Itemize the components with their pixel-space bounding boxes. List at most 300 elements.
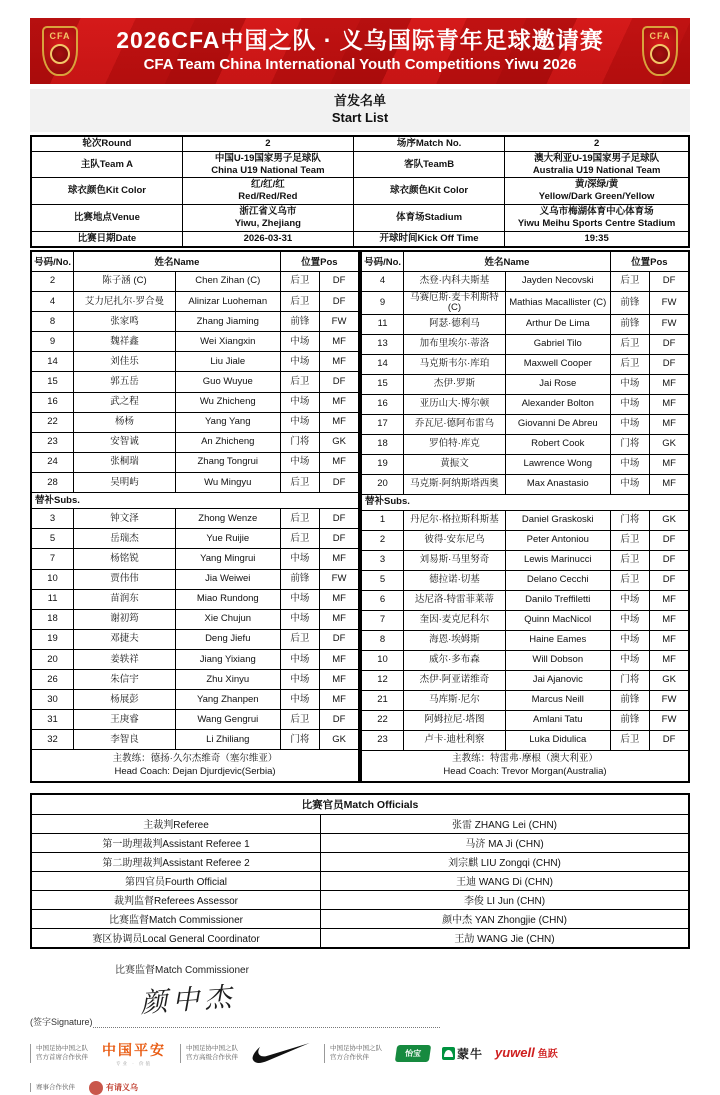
- youqing-yiwu-logo-icon: [89, 1081, 138, 1095]
- player-pos-en: GK: [650, 434, 689, 454]
- player-row: [361, 510, 689, 530]
- player-name-en: Giovanni De Abreu: [505, 414, 610, 434]
- official-row: [31, 871, 689, 890]
- player-row: [361, 730, 689, 750]
- player-name-en: Lawrence Wong: [505, 454, 610, 474]
- mengniu-mark-icon: [442, 1047, 455, 1060]
- info-label: [31, 231, 182, 246]
- player-name-en: Alinizar Luoheman: [175, 292, 280, 312]
- player-pos-en: FW: [650, 291, 689, 314]
- player-name-en: Miao Rundong: [175, 589, 280, 609]
- info-text-line: 黄/深绿/黄: [574, 179, 619, 191]
- player-pos-cn: 中场: [280, 609, 319, 629]
- sponsor-logos: [89, 1081, 138, 1095]
- info-label: [353, 151, 504, 178]
- info-text-line: 19:35: [584, 232, 609, 244]
- sponsor-tier-line: 官方合作伙伴: [330, 1054, 369, 1062]
- sponsor-tier-label: [30, 1083, 75, 1092]
- player-pos-cn: 门将: [610, 670, 649, 690]
- info-text-line: 球衣颜色Kit Color: [390, 185, 469, 197]
- player-pos-cn: 后卫: [280, 529, 319, 549]
- player-name-en: Jai Rose: [505, 374, 610, 394]
- player-pos-cn: 中场: [610, 394, 649, 414]
- player-row: [31, 710, 359, 730]
- official-role: 第二助理裁判Assistant Referee 2: [31, 852, 321, 871]
- player-pos-en: MF: [320, 690, 359, 710]
- player-row: [361, 710, 689, 730]
- player-pos-cn: 中场: [280, 332, 319, 352]
- player-name-cn: 武之程: [74, 392, 176, 412]
- player-pos-cn: 后卫: [280, 292, 319, 312]
- player-pos-en: DF: [650, 730, 689, 750]
- player-pos-en: DF: [650, 570, 689, 590]
- player-name-cn: 郭五岳: [74, 372, 176, 392]
- header-no: 号码/No.: [361, 251, 404, 272]
- player-pos-en: MF: [320, 670, 359, 690]
- info-label: [353, 178, 504, 205]
- player-name-cn: 岳瑞杰: [74, 529, 176, 549]
- player-name-cn: 朱信宇: [74, 670, 176, 690]
- official-row: [31, 928, 689, 948]
- player-no: 7: [361, 610, 404, 630]
- player-pos-cn: 中场: [280, 549, 319, 569]
- info-text-line: Yellow/Dark Green/Yellow: [538, 191, 655, 203]
- player-name-cn: 张桐瑞: [74, 452, 176, 472]
- sponsor-tier-line: 中国足协中国之队: [330, 1044, 382, 1052]
- player-no: 6: [361, 590, 404, 610]
- player-pos-cn: 后卫: [610, 570, 649, 590]
- cfa-emblem-icon: [650, 44, 670, 64]
- player-pos-cn: 前锋: [280, 569, 319, 589]
- player-name-en: Danilo Treffiletti: [505, 590, 610, 610]
- player-name-cn: 杰登·内科夫斯基: [404, 271, 506, 291]
- player-no: 10: [361, 650, 404, 670]
- player-row: [361, 650, 689, 670]
- player-pos-en: MF: [320, 352, 359, 372]
- signature-handwriting: 颜中杰: [139, 981, 238, 1019]
- player-no: 13: [361, 334, 404, 354]
- player-row: [361, 414, 689, 434]
- player-name-en: Yang Mingrui: [175, 549, 280, 569]
- coach-cn: 主教练：德扬·久尔杰维奇（塞尔维亚）: [112, 752, 278, 764]
- match-officials-table: [30, 793, 690, 949]
- player-name-cn: 姜轶祥: [74, 649, 176, 669]
- player-pos-cn: 中场: [280, 670, 319, 690]
- player-name-en: Yang Yang: [175, 412, 280, 432]
- cfa-badge-text: CFA: [49, 31, 71, 41]
- header-name: 姓名Name: [404, 251, 611, 272]
- info-value: [505, 178, 689, 205]
- player-name-en: Yue Ruijie: [175, 529, 280, 549]
- player-pos-en: DF: [650, 271, 689, 291]
- header-name: 姓名Name: [74, 251, 281, 272]
- player-name-cn: 李智良: [74, 730, 176, 750]
- player-name-cn: 魏祥鑫: [74, 332, 176, 352]
- player-row: [31, 432, 359, 452]
- info-value: [505, 136, 689, 151]
- header-banner: [30, 18, 690, 84]
- player-name-cn: 艾力尼扎尔·罗合曼: [74, 292, 176, 312]
- official-row: [31, 852, 689, 871]
- match-info-row: [31, 178, 689, 205]
- sponsor-tier-line: 中国足协中国之队: [186, 1044, 238, 1052]
- player-pos-en: DF: [320, 271, 359, 291]
- player-pos-cn: 后卫: [280, 629, 319, 649]
- subs-label: 替补Subs.: [31, 493, 359, 509]
- player-pos-cn: 中场: [610, 630, 649, 650]
- player-name-cn: 威尔·多布森: [404, 650, 506, 670]
- player-no: 11: [361, 314, 404, 334]
- player-name-cn: 钟文泽: [74, 509, 176, 529]
- coach-cell: [361, 750, 689, 782]
- cfa-badge-icon: [642, 26, 678, 76]
- player-name-cn: 阿瑟·德利马: [404, 314, 506, 334]
- sponsor-tier-label: [30, 1044, 88, 1063]
- player-no: 16: [31, 392, 74, 412]
- player-pos-cn: 中场: [610, 414, 649, 434]
- sponsor-tier-line: 赛事合作伙伴: [36, 1084, 75, 1091]
- mengniu-logo-icon: [442, 1045, 483, 1062]
- player-row: [31, 670, 359, 690]
- player-pos-cn: 后卫: [280, 372, 319, 392]
- player-pos-cn: 后卫: [610, 730, 649, 750]
- info-text-line: 澳大利亚U-19国家男子足球队: [534, 152, 660, 164]
- player-pos-en: GK: [650, 510, 689, 530]
- official-row: [31, 890, 689, 909]
- info-text-line: Yiwu, Zhejiang: [234, 218, 301, 230]
- info-text-line: China U19 National Team: [211, 164, 325, 176]
- info-value: [182, 136, 353, 151]
- player-row: [31, 589, 359, 609]
- player-no: 15: [31, 372, 74, 392]
- player-name-en: Yang Zhanpen: [175, 690, 280, 710]
- player-name-cn: 马赛厄斯·麦卡利斯特 (C): [404, 291, 506, 314]
- player-no: 23: [31, 432, 74, 452]
- player-pos-en: MF: [320, 549, 359, 569]
- player-name-cn: 乔瓦尼·德阿布雷乌: [404, 414, 506, 434]
- player-name-en: Maxwell Cooper: [505, 354, 610, 374]
- player-pos-cn: 中场: [610, 474, 649, 494]
- player-row: [361, 334, 689, 354]
- player-pos-cn: 后卫: [280, 710, 319, 730]
- player-row: [361, 474, 689, 494]
- player-row: [361, 394, 689, 414]
- pingan-logo-text: 中国平安: [102, 1041, 166, 1058]
- player-name-cn: 马克斯·阿纳斯塔西奥: [404, 474, 506, 494]
- player-pos-en: MF: [650, 630, 689, 650]
- player-no: 19: [31, 629, 74, 649]
- officials-title: 比赛官员Match Officials: [31, 794, 689, 815]
- info-text-line: 中国U-19国家男子足球队: [214, 152, 321, 164]
- player-pos-cn: 中场: [280, 589, 319, 609]
- player-pos-en: MF: [650, 590, 689, 610]
- official-role: 第四官员Fourth Official: [31, 871, 321, 890]
- sponsor-tier-label: [324, 1044, 382, 1063]
- player-pos-cn: 门将: [610, 434, 649, 454]
- player-pos-en: MF: [650, 650, 689, 670]
- info-text-line: 轮次Round: [82, 137, 132, 149]
- player-no: 9: [361, 291, 404, 314]
- player-row: [361, 354, 689, 374]
- player-pos-en: DF: [320, 292, 359, 312]
- player-row: [31, 569, 359, 589]
- player-name-cn: 奎因·麦克尼科尔: [404, 610, 506, 630]
- nike-swoosh-icon: [252, 1043, 310, 1063]
- player-name-cn: 罗伯特·库克: [404, 434, 506, 454]
- yuwell-logo-icon: [495, 1044, 558, 1062]
- player-no: 8: [31, 312, 74, 332]
- coach-en: Head Coach: Trevor Morgan(Australia): [443, 765, 607, 777]
- start-list-title-cn: 首发名单: [333, 93, 386, 108]
- player-name-cn: 阿姆拉尼·塔图: [404, 710, 506, 730]
- player-no: 1: [361, 510, 404, 530]
- start-list-title-en: Start List: [331, 109, 389, 125]
- tournament-title-cn: 2026CFA中国之队 · 义乌国际青年足球邀请赛: [116, 27, 604, 54]
- player-name-en: Gabriel Tilo: [505, 334, 610, 354]
- player-name-en: Wu Mingyu: [175, 472, 280, 492]
- player-pos-en: DF: [650, 334, 689, 354]
- player-pos-en: MF: [650, 610, 689, 630]
- info-value: [505, 151, 689, 178]
- player-no: 2: [31, 271, 74, 291]
- player-name-cn: 杰伊·罗斯: [404, 374, 506, 394]
- subs-header-row: [361, 494, 689, 510]
- player-name-cn: 马库斯·尼尔: [404, 690, 506, 710]
- official-name: 李俊 LI Jun (CHN): [321, 890, 689, 909]
- player-pos-cn: 前锋: [610, 690, 649, 710]
- player-no: 24: [31, 452, 74, 472]
- player-row: [361, 291, 689, 314]
- player-name-en: Jiang Yixiang: [175, 649, 280, 669]
- player-row: [361, 630, 689, 650]
- player-row: [361, 530, 689, 550]
- official-role: 主裁判Referee: [31, 814, 321, 833]
- player-no: 4: [361, 271, 404, 291]
- player-row: [31, 332, 359, 352]
- player-name-en: Alexander Bolton: [505, 394, 610, 414]
- match-info-row: [31, 151, 689, 178]
- info-value: [182, 231, 353, 246]
- official-name: 张雷 ZHANG Lei (CHN): [321, 814, 689, 833]
- player-pos-en: FW: [650, 710, 689, 730]
- player-pos-en: MF: [650, 394, 689, 414]
- player-row: [31, 292, 359, 312]
- player-no: 9: [31, 332, 74, 352]
- signature-line-prefix: (签字Signature): [30, 1016, 93, 1027]
- player-pos-en: DF: [320, 472, 359, 492]
- player-row: [361, 271, 689, 291]
- sponsor-tier-line: 官方高级合作伙伴: [186, 1054, 238, 1062]
- sponsor-footer: [30, 1040, 690, 1095]
- info-text-line: Yiwu Meihu Sports Centre Stadium: [517, 218, 676, 230]
- player-no: 18: [31, 609, 74, 629]
- player-no: 10: [31, 569, 74, 589]
- player-pos-en: MF: [650, 454, 689, 474]
- official-role: 第一助理裁判Assistant Referee 1: [31, 833, 321, 852]
- info-text-line: Australia U19 National Team: [532, 164, 661, 176]
- info-label: [353, 205, 504, 232]
- info-value: [182, 178, 353, 205]
- tournament-title-en: CFA Team China International Youth Competitions Yiwu 2026: [143, 56, 577, 74]
- player-row: [31, 412, 359, 432]
- player-pos-cn: 中场: [280, 649, 319, 669]
- match-info-row: [31, 231, 689, 246]
- player-name-en: Delano Cecchi: [505, 570, 610, 590]
- player-name-cn: 王庚睿: [74, 710, 176, 730]
- official-role: 比赛监督Match Commissioner: [31, 909, 321, 928]
- official-name: 王迪 WANG Di (CHN): [321, 871, 689, 890]
- player-no: 28: [31, 472, 74, 492]
- player-name-en: Zhang Tongrui: [175, 452, 280, 472]
- info-text-line: 2026-03-31: [243, 232, 293, 244]
- player-pos-cn: 后卫: [610, 334, 649, 354]
- player-pos-cn: 中场: [610, 454, 649, 474]
- player-name-cn: 刘易斯·马里努奇: [404, 550, 506, 570]
- player-row: [361, 690, 689, 710]
- player-pos-en: MF: [320, 609, 359, 629]
- player-row: [31, 609, 359, 629]
- player-name-en: Daniel Graskoski: [505, 510, 610, 530]
- player-pos-cn: 后卫: [280, 472, 319, 492]
- player-name-cn: 谢初筠: [74, 609, 176, 629]
- info-label: [353, 136, 504, 151]
- player-name-en: Xie Chujun: [175, 609, 280, 629]
- info-label: [353, 231, 504, 246]
- player-name-cn: 安智诚: [74, 432, 176, 452]
- player-name-cn: 苗润东: [74, 589, 176, 609]
- player-pos-en: MF: [320, 649, 359, 669]
- player-row: [361, 314, 689, 334]
- info-label: [31, 205, 182, 232]
- info-value: [182, 205, 353, 232]
- player-row: [361, 610, 689, 630]
- sponsor-row-primary: [30, 1040, 690, 1067]
- player-no: 15: [361, 374, 404, 394]
- player-name-en: Haine Eames: [505, 630, 610, 650]
- info-text-line: 体育场Stadium: [396, 212, 463, 224]
- player-name-en: Jayden Necovski: [505, 271, 610, 291]
- player-pos-en: MF: [320, 392, 359, 412]
- player-pos-en: DF: [320, 629, 359, 649]
- player-name-en: Max Anastasio: [505, 474, 610, 494]
- player-no: 20: [361, 474, 404, 494]
- player-no: 5: [361, 570, 404, 590]
- coach-row: [31, 750, 359, 782]
- info-value: [505, 231, 689, 246]
- info-value: [182, 151, 353, 178]
- info-text-line: 比赛地点Venue: [73, 212, 140, 224]
- info-text-line: 开球时间Kick Off Time: [379, 232, 479, 244]
- player-row: [31, 372, 359, 392]
- squad-header-row: [31, 251, 359, 272]
- player-no: 12: [361, 670, 404, 690]
- player-pos-cn: 后卫: [280, 271, 319, 291]
- player-pos-cn: 门将: [280, 432, 319, 452]
- info-text-line: 主队Team A: [80, 158, 134, 170]
- player-pos-en: GK: [650, 670, 689, 690]
- sponsor-row-secondary: [30, 1081, 690, 1095]
- player-pos-en: FW: [320, 569, 359, 589]
- coach-en: Head Coach: Dejan Djurdjevic(Serbia): [114, 765, 276, 777]
- player-name-en: Quinn MacNicol: [505, 610, 610, 630]
- player-name-cn: 杰伊·阿亚诺维奇: [404, 670, 506, 690]
- player-pos-cn: 中场: [280, 352, 319, 372]
- player-name-cn: 丹尼尔·格拉斯科斯基: [404, 510, 506, 530]
- player-name-cn: 杨杨: [74, 412, 176, 432]
- player-pos-cn: 后卫: [610, 271, 649, 291]
- player-no: 22: [31, 412, 74, 432]
- player-row: [31, 509, 359, 529]
- player-name-cn: 亚历山大·博尔顿: [404, 394, 506, 414]
- player-name-en: Marcus Neill: [505, 690, 610, 710]
- player-no: 16: [361, 394, 404, 414]
- yuwell-logo-cjk: 鱼跃: [537, 1049, 558, 1061]
- signature-section-label: 比赛监督Match Commissioner: [115, 964, 249, 976]
- player-name-en: Will Dobson: [505, 650, 610, 670]
- player-pos-cn: 中场: [610, 374, 649, 394]
- player-name-en: Wu Zhicheng: [175, 392, 280, 412]
- mengniu-logo-text: 蒙牛: [457, 1046, 484, 1061]
- official-name: 王劼 WANG Jie (CHN): [321, 928, 689, 948]
- player-name-cn: 陈子涵 (C): [74, 271, 176, 291]
- official-row: [31, 833, 689, 852]
- player-name-en: Amlani Tatu: [505, 710, 610, 730]
- official-name: 刘宗麒 LIU Zongqi (CHN): [321, 852, 689, 871]
- player-row: [31, 452, 359, 472]
- player-no: 18: [361, 434, 404, 454]
- player-name-cn: 杨展彭: [74, 690, 176, 710]
- official-row: [31, 909, 689, 928]
- player-pos-en: DF: [650, 530, 689, 550]
- player-name-en: Lewis Marinucci: [505, 550, 610, 570]
- sponsor-logos: [252, 1043, 310, 1063]
- official-name: 颜中杰 YAN Zhongjie (CHN): [321, 909, 689, 928]
- player-row: [31, 392, 359, 412]
- sponsor-tier-label: [180, 1044, 238, 1063]
- squad-table-team-b: [360, 250, 690, 783]
- squad-header-row: [361, 251, 689, 272]
- info-label: [31, 151, 182, 178]
- officials-title-row: [31, 794, 689, 815]
- player-pos-en: MF: [320, 412, 359, 432]
- player-name-en: Zhu Xinyu: [175, 670, 280, 690]
- player-no: 21: [361, 690, 404, 710]
- player-pos-cn: 前锋: [610, 291, 649, 314]
- cestbon-logo-icon: 怡宝: [395, 1045, 431, 1062]
- player-row: [31, 271, 359, 291]
- player-name-cn: 彼得·安东尼乌: [404, 530, 506, 550]
- info-text-line: 2: [593, 137, 600, 149]
- player-row: [31, 730, 359, 750]
- player-name-cn: 海恩·埃姆斯: [404, 630, 506, 650]
- player-name-en: Zhong Wenze: [175, 509, 280, 529]
- youqing-yiwu-logo-text: 有请义乌: [106, 1083, 138, 1093]
- player-name-cn: 卢卡·迪杜利察: [404, 730, 506, 750]
- subs-header-row: [31, 493, 359, 509]
- youqing-yiwu-mark-icon: [89, 1081, 103, 1095]
- sponsor-logos: [102, 1040, 166, 1067]
- match-info-row: [31, 205, 689, 232]
- player-pos-en: DF: [320, 372, 359, 392]
- info-label: [31, 178, 182, 205]
- info-text-line: 比赛日期Date: [77, 232, 137, 244]
- player-name-en: Jia Weiwei: [175, 569, 280, 589]
- match-info-table: [30, 135, 690, 248]
- info-text-line: 客队TeamB: [404, 158, 455, 170]
- player-name-en: Li Zhiliang: [175, 730, 280, 750]
- player-pos-en: FW: [650, 690, 689, 710]
- player-no: 4: [31, 292, 74, 312]
